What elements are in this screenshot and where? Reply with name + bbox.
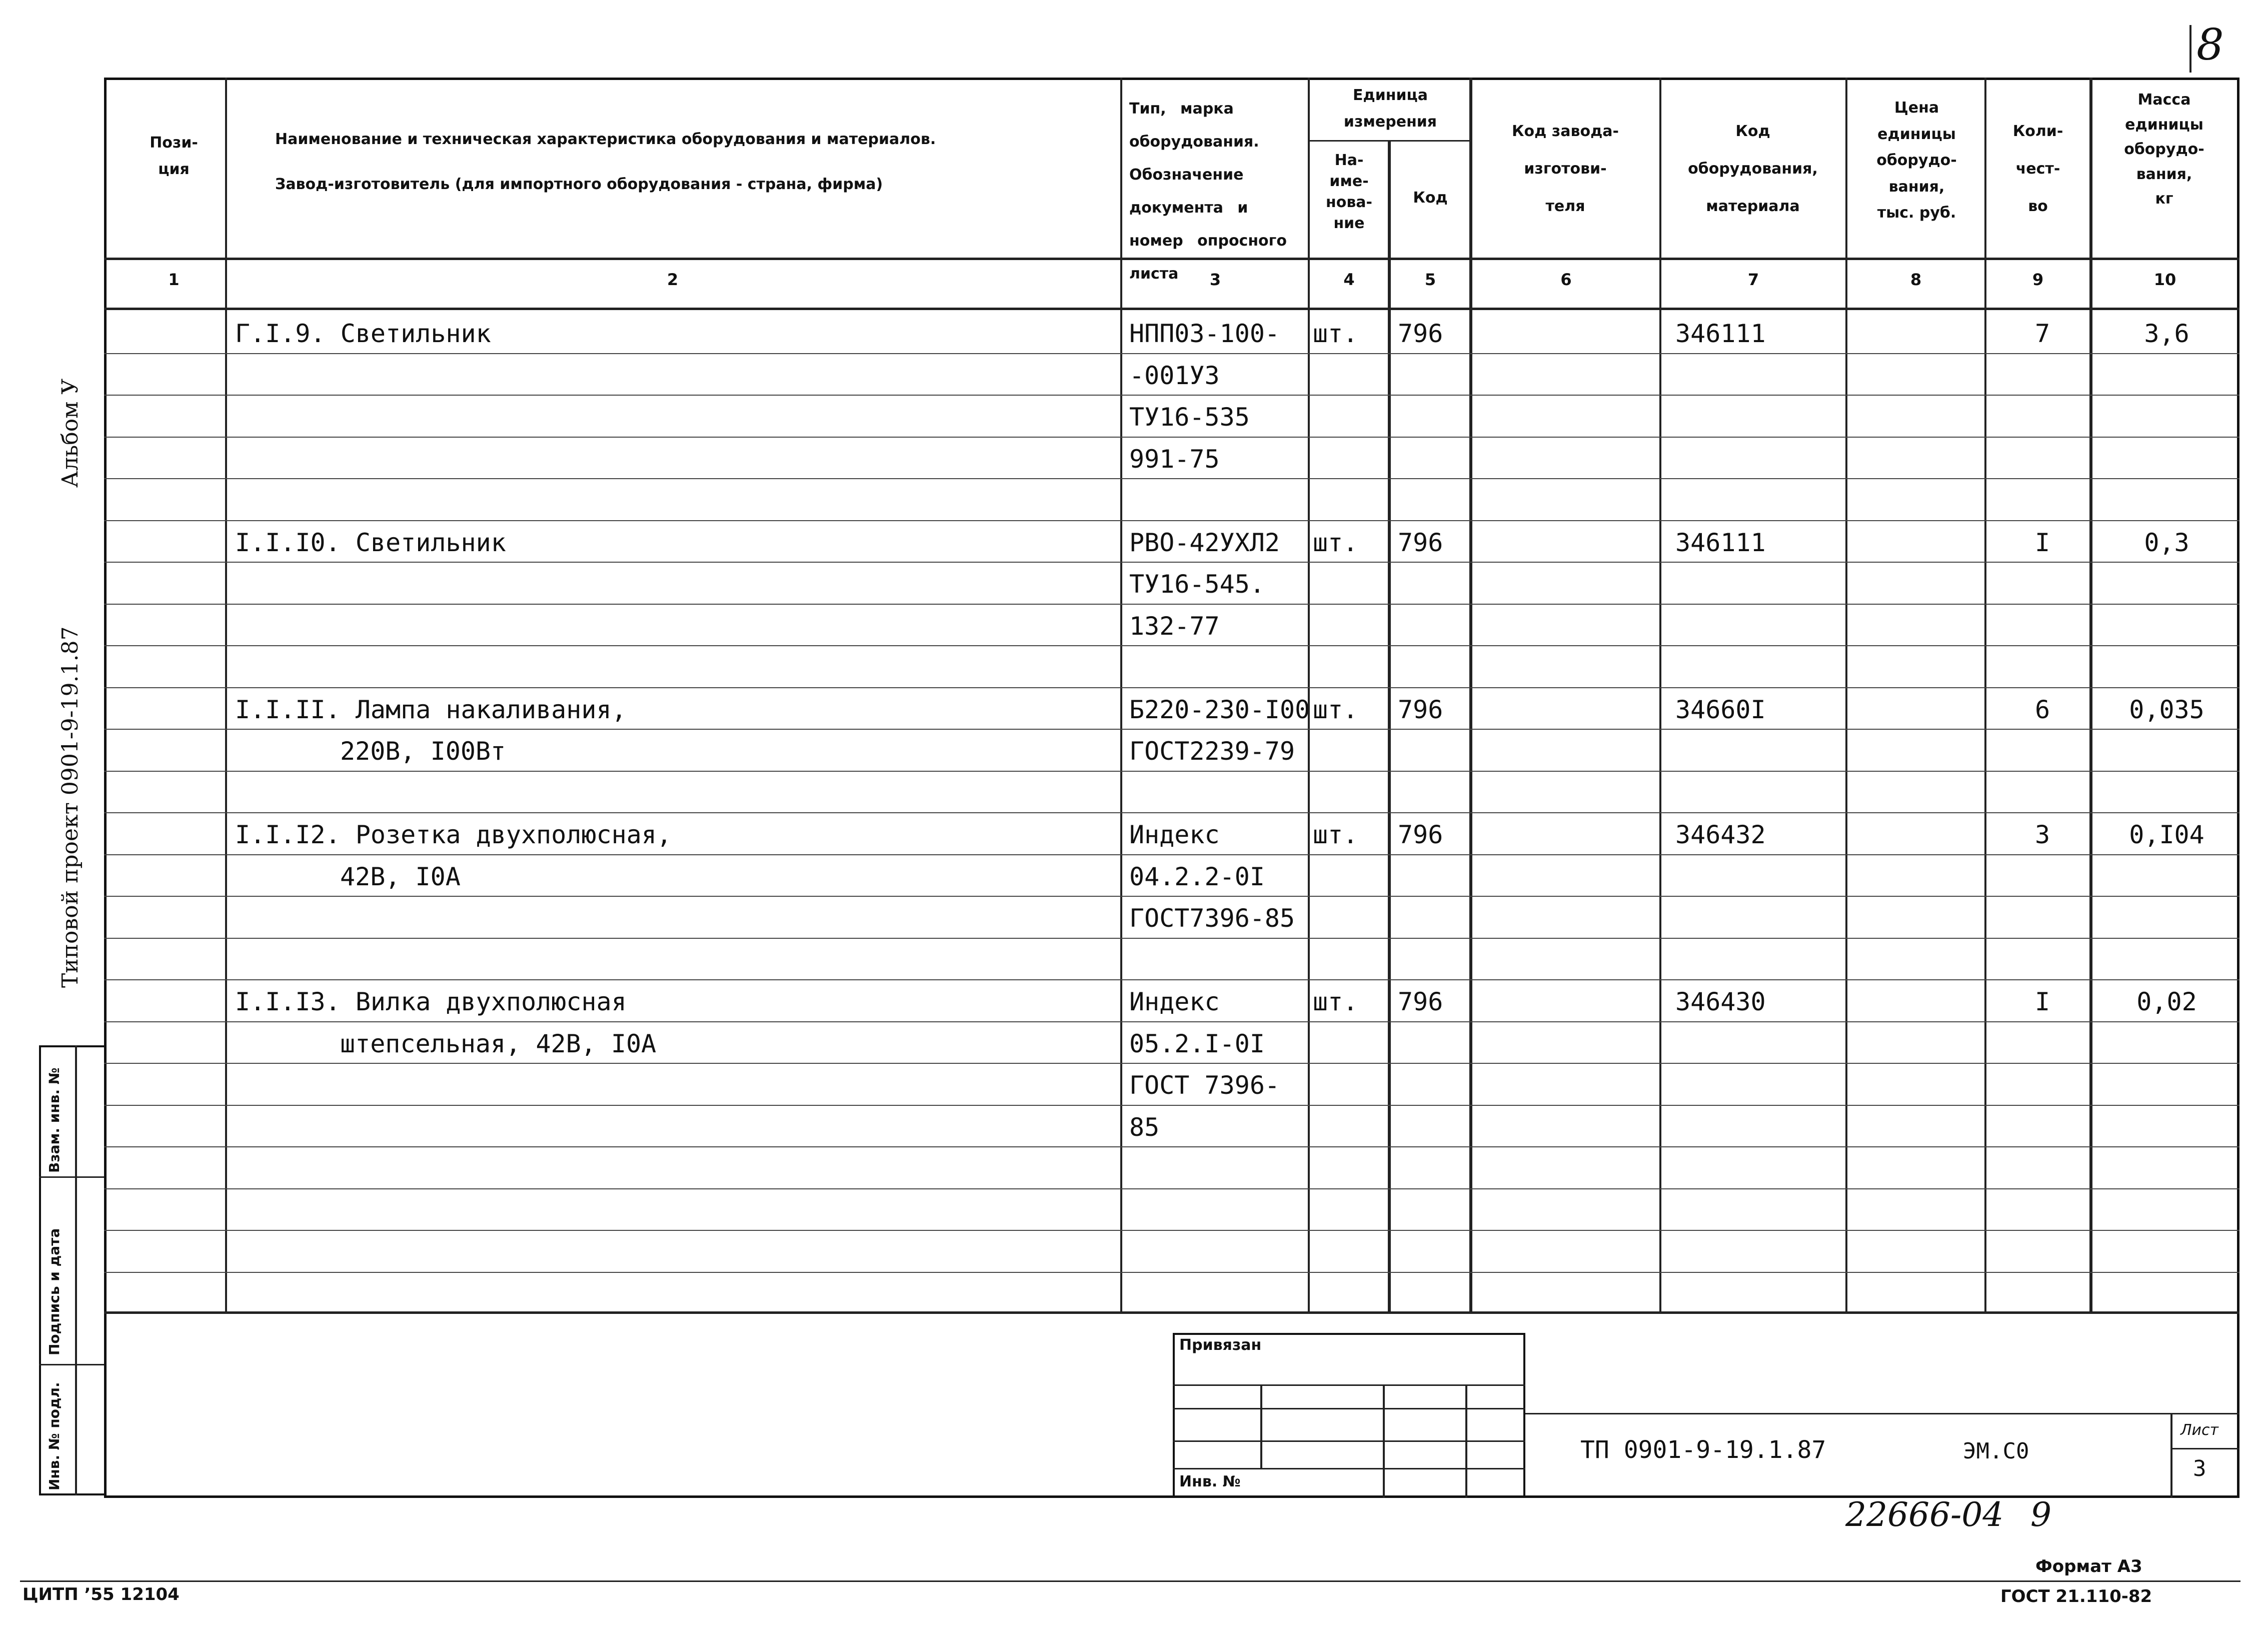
- list-box-divider: [2170, 1413, 2172, 1498]
- header-plant-code: Код завода- изготови- теля: [1512, 123, 1619, 215]
- colnum-9: 9: [2032, 270, 2044, 289]
- cell-name: I.I.I2. Розетка двухполюсная,: [235, 820, 672, 849]
- table-row-line: [104, 1021, 2239, 1022]
- header-qty: Коли- чест- во: [2012, 123, 2063, 215]
- cell-qty: I: [2034, 528, 2050, 557]
- side-box-inv-podl: Инв. № подл.: [46, 1382, 63, 1490]
- header-name-line2: Завод-изготовитель (для импортного оборудования - страна, фирма): [275, 176, 883, 193]
- colnum-5: 5: [1424, 270, 1436, 289]
- col-divider-9: [2089, 78, 2092, 1313]
- cell-type: ТУ16-535: [1129, 403, 1250, 432]
- cell-type: 991-75: [1129, 444, 1220, 474]
- inv-no-label: Инв. №: [1179, 1473, 1241, 1490]
- header-unit-code: Код: [1413, 189, 1448, 207]
- list-label: Лист: [2180, 1421, 2219, 1439]
- footer-format: Формат А3: [2035, 1556, 2142, 1576]
- cell-name: I.I.II. Лампа накаливания,: [235, 695, 627, 724]
- handwritten-copy: 9: [2030, 1495, 2051, 1534]
- cell-ecode: 346111: [1675, 319, 1766, 348]
- colnum-4: 4: [1343, 270, 1355, 289]
- table-row-line: [104, 854, 2239, 855]
- cell-mass: 0,3: [2144, 528, 2189, 557]
- side-box-vzam: Взам. инв. №: [46, 1067, 63, 1173]
- cell-ecode: 346432: [1675, 820, 1766, 849]
- side-box-podpis: Подпись и дата: [46, 1228, 63, 1355]
- table-row-line: [104, 562, 2239, 563]
- cell-type: Б220-230-I00: [1129, 695, 1310, 724]
- cell-type: 05.2.I-0I: [1129, 1029, 1265, 1058]
- cell-mass: 0,I04: [2129, 820, 2204, 849]
- cell-name: штепсельная, 42В, I0А: [340, 1029, 657, 1058]
- privyazan-line-2: [1173, 1408, 1525, 1409]
- cell-name: I.I.I0. Светильник: [235, 528, 506, 557]
- project-title: Типовой проект 0901-9-19.1.87: [58, 626, 83, 988]
- colnum-2: 2: [667, 270, 679, 289]
- cell-qty: 3: [2034, 820, 2050, 849]
- cell-ucode: 796: [1398, 528, 1443, 557]
- colnum-8: 8: [1910, 270, 1922, 289]
- footer-gost: ГОСТ 21.110-82: [2000, 1586, 2152, 1606]
- cell-type: Индекс: [1129, 820, 1220, 849]
- header-unit-split: [1308, 140, 1469, 142]
- stamp-main-line: [1525, 1413, 2239, 1414]
- privyazan-line-4: [1173, 1468, 1525, 1469]
- privyazan-col-1: [1260, 1384, 1262, 1468]
- col-divider-5: [1469, 78, 1472, 1313]
- doc-mark: ЭМ.С0: [1963, 1438, 2029, 1464]
- cell-unit: шт.: [1313, 987, 1358, 1016]
- cell-type: 85: [1129, 1112, 1160, 1142]
- header-type: Тип, марка оборудования. Обозначение документа и номер опросного листа: [1129, 100, 1287, 283]
- header-mass: Масса единицы оборудо- вания, кг: [2124, 91, 2204, 208]
- cell-mass: 0,035: [2129, 695, 2204, 724]
- cell-name: 42В, I0А: [340, 862, 461, 891]
- cell-mass: 0,02: [2136, 987, 2197, 1016]
- table-row-line: [104, 604, 2239, 605]
- col-divider-6: [1659, 78, 1661, 1313]
- header-position: Пози- ция: [150, 134, 198, 178]
- cell-type: ГОСТ 7396-: [1129, 1071, 1280, 1100]
- stamp-top-line: [104, 1311, 2239, 1313]
- privyazan-label: Привязан: [1179, 1336, 1262, 1354]
- privyazan-col-2: [1383, 1384, 1385, 1498]
- cell-unit: шт.: [1313, 820, 1358, 849]
- cell-unit: шт.: [1313, 695, 1358, 724]
- table-row-line: [104, 979, 2239, 980]
- table-row-line: [104, 520, 2239, 521]
- header-equip-code: Код оборудования, материала: [1688, 123, 1818, 215]
- table-row-line: [104, 729, 2239, 730]
- col-divider-7: [1845, 78, 1847, 1313]
- cell-ucode: 796: [1398, 987, 1443, 1016]
- handwritten-code: 22666-04: [1845, 1495, 2004, 1534]
- cell-qty: I: [2034, 987, 2050, 1016]
- colnum-10: 10: [2153, 270, 2176, 289]
- header-unit: Единица измерения: [1343, 87, 1437, 131]
- cell-ecode: 34660I: [1675, 695, 1766, 724]
- cell-qty: 6: [2034, 695, 2050, 724]
- cell-mass: 3,6: [2144, 319, 2189, 348]
- footer-left-code: ЦИТП ’55 12104: [23, 1584, 180, 1604]
- list-number: 3: [2193, 1456, 2206, 1481]
- cell-unit: шт.: [1313, 528, 1358, 557]
- colnum-1: 1: [168, 270, 180, 289]
- table-row-line: [104, 1063, 2239, 1064]
- table-row-line: [104, 938, 2239, 939]
- privyazan-line-3: [1173, 1440, 1525, 1442]
- col-divider-1: [225, 78, 227, 1313]
- table-row-line: [104, 1146, 2239, 1147]
- cell-name: 220В, I00Вт: [340, 737, 506, 766]
- colnum-6: 6: [1560, 270, 1572, 289]
- table-row-line: [104, 771, 2239, 772]
- table-row-line: [104, 896, 2239, 897]
- table-row-line: [104, 1188, 2239, 1189]
- table-row-line: [104, 1105, 2239, 1106]
- album-title: Альбом У: [58, 378, 83, 488]
- colnum-bottom-line: [104, 308, 2239, 310]
- header-price: Цена единицы оборудо- вания, тыс. руб.: [1876, 99, 1957, 222]
- col-divider-8: [1984, 78, 1986, 1313]
- privyazan-line-1: [1173, 1384, 1525, 1386]
- cell-qty: 7: [2034, 319, 2050, 348]
- cell-type: 132-77: [1129, 611, 1220, 641]
- table-row-line: [104, 645, 2239, 646]
- colnum-7: 7: [1747, 270, 1759, 289]
- cell-type: -001У3: [1129, 361, 1220, 390]
- cell-ecode: 346111: [1675, 528, 1766, 557]
- page-number-mark: 8: [2196, 20, 2224, 70]
- cell-type: 04.2.2-0I: [1129, 862, 1265, 891]
- footer-line: [20, 1580, 2240, 1582]
- table-row-line: [104, 437, 2239, 438]
- col-divider-4: [1388, 140, 1391, 1313]
- cell-ucode: 796: [1398, 695, 1443, 724]
- table-row-line: [104, 1230, 2239, 1231]
- cell-ucode: 796: [1398, 319, 1443, 348]
- privyazan-col-3: [1465, 1384, 1467, 1498]
- table-row-line: [104, 1272, 2239, 1273]
- cell-name: Г.I.9. Светильник: [235, 319, 491, 348]
- cell-ucode: 796: [1398, 820, 1443, 849]
- cell-type: Индекс: [1129, 987, 1220, 1016]
- cell-type: ГОСТ7396-85: [1129, 904, 1295, 933]
- cell-type: ТУ16-545.: [1129, 570, 1265, 599]
- table-row-line: [104, 478, 2239, 479]
- table-row-line: [104, 395, 2239, 396]
- cell-type: ГОСТ2239-79: [1129, 737, 1295, 766]
- doc-code: ТП 0901-9-19.1.87: [1580, 1436, 1826, 1464]
- cell-unit: шт.: [1313, 319, 1358, 348]
- colnum-3: 3: [1209, 270, 1221, 289]
- cell-ecode: 346430: [1675, 987, 1766, 1016]
- cell-name: I.I.I3. Вилка двухполюсная: [235, 987, 627, 1016]
- header-unit-name: На- име- нова- ние: [1325, 152, 1373, 232]
- header-name-line1: Наименование и техническая характеристика оборудования и материалов.: [275, 131, 936, 148]
- table-row-line: [104, 687, 2239, 688]
- table-row-line: [104, 353, 2239, 354]
- table-row-line: [104, 812, 2239, 813]
- cell-type: НПП03-100-: [1129, 319, 1280, 348]
- cell-type: РВО-42УХЛ2: [1129, 528, 1280, 557]
- list-box-split: [2170, 1448, 2239, 1449]
- col-divider-2: [1120, 78, 1122, 1313]
